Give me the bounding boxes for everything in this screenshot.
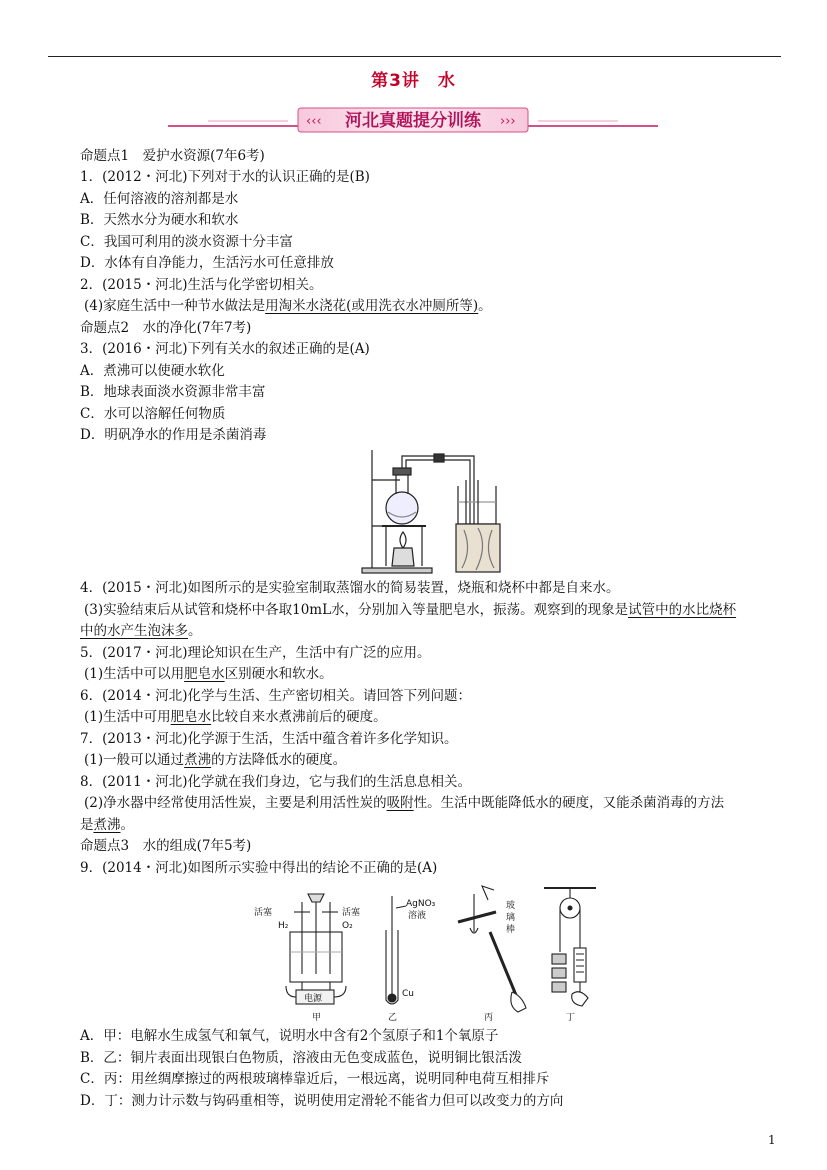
- line-text: B．乙：铜片表面出现银白色物质，溶液由无色变成蓝色，说明铜比银活泼: [80, 1050, 522, 1066]
- text-line: [0, 318, 827, 339]
- answer-text: 吸附: [386, 795, 414, 811]
- line-text: 5．(2017・河北)理论知识在生产，生活中有广泛的应用。: [80, 645, 431, 661]
- page-title: 第3讲 水: [371, 71, 456, 91]
- line-text: 3．(2016・河北)下列有关水的叙述正确的是(A): [80, 341, 370, 357]
- line-text: 命题点2 水的净化(7年7考): [80, 320, 252, 336]
- fig-label-yi: 乙: [388, 1013, 398, 1022]
- line-text: 4．(2015・河北)如图所示的是实验室制取蒸馏水的简易装置，烧瓶和烧杯中都是自来水。: [80, 580, 620, 596]
- text-line: [0, 167, 827, 188]
- page-number: 1: [768, 1133, 776, 1147]
- line-text: B．天然水分为硬水和软水: [80, 212, 239, 228]
- line-text: 性。生活中既能降低水的硬度，又能杀菌消毒的方法: [413, 795, 725, 811]
- line-text: 2．(2015・河北)生活与化学密切相关。: [80, 277, 323, 293]
- line-text: 7．(2013・河北)化学源于生活，生活中蕴含着许多化学知识。: [80, 731, 458, 747]
- answer-text: 煮沸: [184, 752, 212, 768]
- distillation-apparatus-figure: [356, 446, 516, 574]
- text-line: [0, 425, 827, 446]
- line-text: C．我国可利用的淡水资源十分丰富: [80, 234, 293, 250]
- line-text: 6．(2014・河北)化学与生活、生产密切相关。请回答下列问题：: [80, 688, 471, 704]
- line-text: (4)家庭生活中一种节水做法是: [84, 298, 266, 314]
- text-line: [0, 146, 827, 167]
- line-text: 9．(2014・河北)如图所示实验中得出的结论不正确的是(A): [80, 860, 438, 876]
- line-text: C．水可以溶解任何物质: [80, 406, 226, 422]
- line-text: A．任何溶液的溶剂都是水: [80, 191, 239, 207]
- four-experiments-figure: [250, 882, 610, 1022]
- line-text: D．丁：测力计示数与钩码重相等，说明使用定滑轮不能省力但可以改变力的方向: [80, 1093, 564, 1109]
- text-line: [0, 339, 827, 360]
- text-line: [0, 858, 827, 879]
- text-line: [0, 232, 827, 253]
- line-text: A．煮沸可以使硬水软化: [80, 363, 225, 379]
- text-line: [0, 253, 827, 274]
- text-line: [0, 382, 827, 403]
- answer-text: 中的水产生泡沫多: [80, 623, 188, 639]
- glass-rod-label-2: 璃: [506, 913, 516, 923]
- text-line: [0, 772, 827, 793]
- line-text: (3)实验结束后从试管和烧杯中各取10mL水，分别加入等量肥皂水，振荡。观察到的现象是: [84, 602, 629, 618]
- line-text: C．丙：用丝绸摩擦过的两根玻璃棒靠近后，一根远离，说明同种电荷互相排斥: [80, 1071, 550, 1087]
- text-line: [0, 750, 827, 771]
- text-line: [0, 707, 827, 728]
- text-line: [0, 210, 827, 231]
- text-line: [0, 600, 827, 621]
- line-text: 。: [478, 298, 492, 314]
- text-line: [0, 361, 827, 382]
- h2-label: H₂: [278, 921, 289, 931]
- line-text: 命题点3 水的组成(7年5考): [80, 838, 252, 854]
- line-text: B．地球表面淡水资源非常丰富: [80, 384, 266, 400]
- fig-label-jia: 甲: [312, 1013, 322, 1022]
- valve-right-label: 活塞: [342, 908, 361, 918]
- line-text: 命题点1 爱护水资源(7年6考): [80, 148, 265, 164]
- fig-label-ding: 丁: [566, 1013, 576, 1022]
- line-text: 1．(2012・河北)下列对于水的认识正确的是(B): [80, 169, 370, 185]
- text-line: [0, 836, 827, 857]
- text-line: [0, 793, 827, 814]
- section-banner: [168, 104, 658, 136]
- text-line: [0, 729, 827, 750]
- text-line: [0, 664, 827, 685]
- cu-label: Cu: [402, 989, 414, 999]
- svg-text:‹‹‹: ‹‹‹: [306, 114, 322, 129]
- line-text: D．水体有自净能力，生活污水可任意排放: [80, 255, 334, 271]
- text-line: [0, 621, 827, 642]
- valve-left-label: 活塞: [254, 908, 273, 918]
- svg-text:›››: ›››: [500, 114, 516, 129]
- text-line: [0, 1091, 827, 1112]
- answer-text: 用淘米水浇花(或用洗衣水冲厕所等): [265, 298, 479, 314]
- answer-text: 肥皂水: [170, 709, 212, 725]
- answer-text: 肥皂水: [184, 666, 225, 682]
- banner-title: 河北真题提分训练: [345, 111, 481, 131]
- text-line: [0, 686, 827, 707]
- text-line: [0, 275, 827, 296]
- text-line: [0, 578, 827, 599]
- text-line: [0, 1026, 827, 1047]
- header-rule: [48, 56, 781, 57]
- text-line: [0, 189, 827, 210]
- text-line: [0, 1048, 827, 1069]
- line-text: 是: [80, 817, 94, 833]
- fig-label-bing: 丙: [484, 1013, 494, 1022]
- line-text: 8．(2011・河北)化学就在我们身边，它与我们的生活息息相关。: [80, 774, 471, 790]
- line-text: 区别硬水和软水。: [224, 666, 333, 682]
- agno3-label: AgNO₃: [406, 899, 436, 909]
- line-text: (1)一般可以通过: [84, 752, 185, 768]
- text-line: [0, 296, 827, 317]
- o2-label: O₂: [342, 921, 353, 931]
- text-line: [0, 815, 827, 836]
- line-text: 。: [188, 623, 202, 639]
- line-text: D．明矾净水的作用是杀菌消毒: [80, 427, 267, 443]
- line-text: 比较自来水煮沸前后的硬度。: [211, 709, 387, 725]
- text-line: [0, 404, 827, 425]
- text-line: [0, 1069, 827, 1090]
- line-text: 。: [120, 817, 134, 833]
- power-label: 电源: [304, 994, 323, 1004]
- text-line: [0, 643, 827, 664]
- answer-text: 试管中的水比烧杯: [628, 602, 737, 618]
- line-text: A．甲：电解水生成氢气和氧气，说明水中含有2个氢原子和1个氧原子: [80, 1028, 499, 1044]
- glass-rod-label-3: 棒: [506, 925, 516, 935]
- glass-rod-label-1: 玻: [506, 901, 516, 911]
- line-text: 的方法降低水的硬度。: [211, 752, 347, 768]
- line-text: (1)生活中可用: [84, 709, 171, 725]
- solution-label: 溶液: [408, 911, 427, 921]
- answer-text: 煮沸: [93, 817, 121, 833]
- line-text: (2)净水器中经常使用活性炭，主要是利用活性炭的: [84, 795, 387, 811]
- line-text: (1)生活中可以用: [84, 666, 185, 682]
